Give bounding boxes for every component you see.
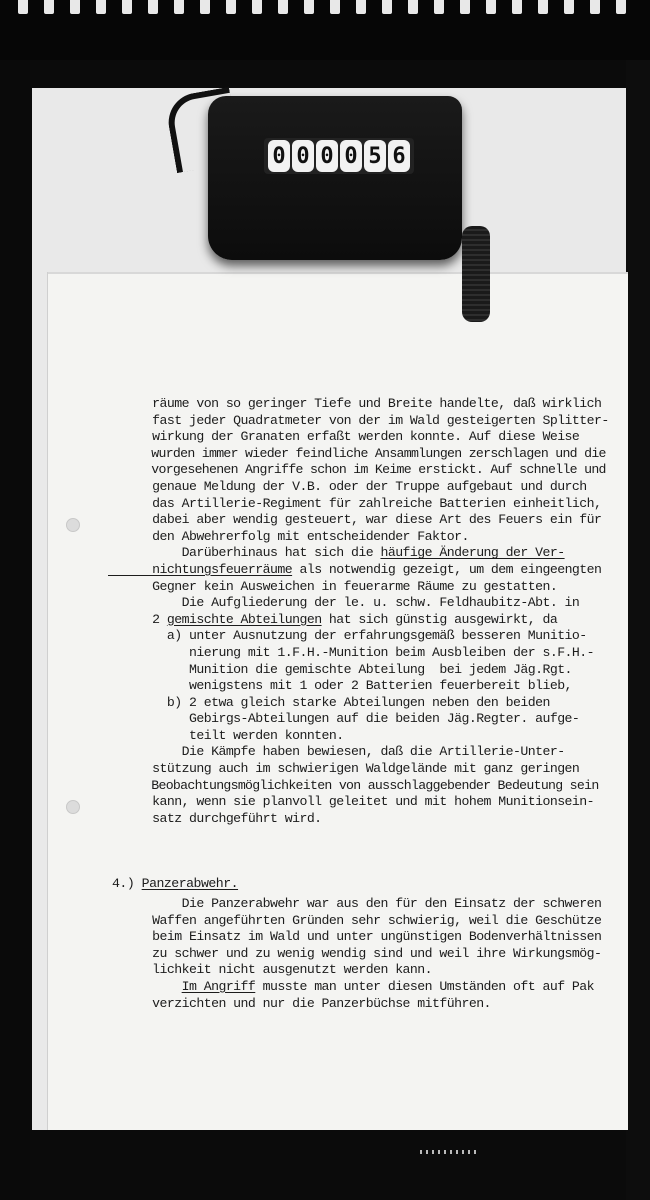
scan-artifact [420,1150,480,1154]
text-line: wurden immer wieder feindliche Ansammlungen zerschlagen und die [108,445,606,461]
text-line: kann, wenn sie planvoll geleitet und mit hohem Munitionsein- [108,794,595,810]
text-run: musste man unter diesen Umständen oft auf Pak [255,978,595,994]
film-sprocket [382,0,392,14]
text-line: wirkung der Granaten erfaßt werden konnte. Auf diese Weise [108,429,580,445]
text-line: Waffen angeführten Gründen sehr schwierig, weil die Geschütze [108,912,602,928]
film-sprocket [18,0,28,14]
underlined-text: gemischte Abteilungen [166,611,322,627]
list-item-text: b) 2 etwa gleich starke Abteilungen neben den beiden [108,694,550,710]
underlined-text: nichtungsfeuerräume [108,561,293,577]
section-title: Panzerabwehr. [141,876,239,891]
film-sprocket [408,0,418,14]
film-sprocket [590,0,600,14]
film-sprocket [512,0,522,14]
document-body-section-4 [108,896,618,1012]
film-sprocket [538,0,548,14]
text-run [108,979,182,994]
film-sprocket [226,0,236,14]
text-line [108,562,618,579]
list-item-text: Gebirgs-Abteilungen auf die beiden Jäg.Regter. aufge- [108,711,580,727]
film-sprocket [616,0,626,14]
text-line: Die Aufgliederung der le. u. schw. Feldhaubitz-Abt. in [108,595,580,611]
text-line: genaue Meldung der V.B. oder der Truppe aufgebaut und durch [108,478,587,494]
film-border-left [0,60,30,1200]
film-sprocket [200,0,210,14]
counter-display [264,138,414,174]
list-item-text: teilt werden konnten. [108,727,344,743]
film-border-right [626,60,650,1200]
film-sprocket [460,0,470,14]
text-line: lichkeit nicht ausgenutzt werden kann. [108,962,433,978]
text-line: räume von so geringer Tiefe und Breite handelte, daß wirklich [108,396,602,411]
underlined-text: häufige Änderung der Ver- [380,545,565,561]
text-line: Die Panzerabwehr war aus den für den Einsatz der schweren [108,896,602,911]
list-item-text: wenigstens mit 1 oder 2 Batterien feuerbereit blieb, [108,678,572,694]
film-sprocket [44,0,54,14]
text-run: Darüberhinaus hat sich die [108,545,381,561]
text-line: vorgesehenen Angriffe schon im Keime erstickt. Auf schnelle und [108,462,606,478]
punch-hole [66,800,80,814]
text-line: zu schwer und zu wenig wendig sind und weil ihre Wirkungsmög- [108,945,602,961]
film-sprocket [356,0,366,14]
text-line: Gegner kein Ausweichen in feuerarme Räume zu gestatten. [108,578,558,594]
text-line: fast jeder Quadratmeter von der im Wald gesteigerten Splitter- [108,412,609,428]
film-sprocket [70,0,80,14]
text-line: satz durchgeführt wird. [108,810,322,826]
text-run: hat sich günstig ausgewirkt, da [321,611,558,627]
film-sprocket [174,0,184,14]
film-sprocket [330,0,340,14]
text-run: 2 [108,611,167,627]
counter-digit: 0 [340,140,362,172]
underlined-text: Im Angriff [181,978,256,994]
film-sprocket [486,0,496,14]
counter-knob [462,226,490,322]
frame-counter [208,96,462,260]
text-line: Beobachtungsmöglichkeiten von ausschlaggebender Bedeutung sein [108,777,599,793]
text-run: als notwendig gezeigt, um dem eingeengten [292,561,602,577]
text-line: stützung auch im schwierigen Waldgelände mit ganz geringen [108,761,580,777]
list-item-text: a) unter Ausnutzung der erfahrungsgemäß besseren Munitio- [108,628,587,644]
text-line: verzichten und nur die Panzerbüchse mitführen. [108,995,491,1011]
film-sprocket [434,0,444,14]
punch-hole [66,518,80,532]
film-sprocket [278,0,288,14]
counter-digit: 6 [388,140,410,172]
film-sprocket [122,0,132,14]
text-line: den Abwehrerfolg mit entscheidender Faktor. [108,528,469,544]
text-line [108,545,618,562]
text-line: dabei aber wendig gesteuert, war diese Art des Feuers ein für [108,512,602,528]
section-heading [112,876,238,891]
page-edge [48,272,628,274]
text-line [108,612,618,629]
counter-digit: 0 [292,140,314,172]
film-sprocket [148,0,158,14]
text-line: das Artillerie-Regiment für zahlreiche Batterien einheitlich, [108,495,602,511]
counter-digit: 0 [316,140,338,172]
film-sprocket [96,0,106,14]
text-line [108,979,618,996]
text-line: beim Einsatz im Wald und unter ungünstigen Bodenverhältnissen [108,929,602,945]
counter-digit: 0 [268,140,290,172]
film-sprocket [304,0,314,14]
document-body [108,396,618,827]
list-item-text: nierung mit 1.F.H.-Munition beim Ausbleiben der s.F.H.- [108,644,595,660]
section-number: 4.) [112,876,142,891]
film-strip-top [0,0,650,60]
list-item-text: Munition die gemischte Abteilung bei jedem Jäg.Rgt. [108,661,572,677]
film-sprocket [564,0,574,14]
counter-digit: 5 [364,140,386,172]
film-sprocket [252,0,262,14]
text-line: Die Kämpfe haben bewiesen, daß die Artillerie-Unter- [108,744,565,760]
